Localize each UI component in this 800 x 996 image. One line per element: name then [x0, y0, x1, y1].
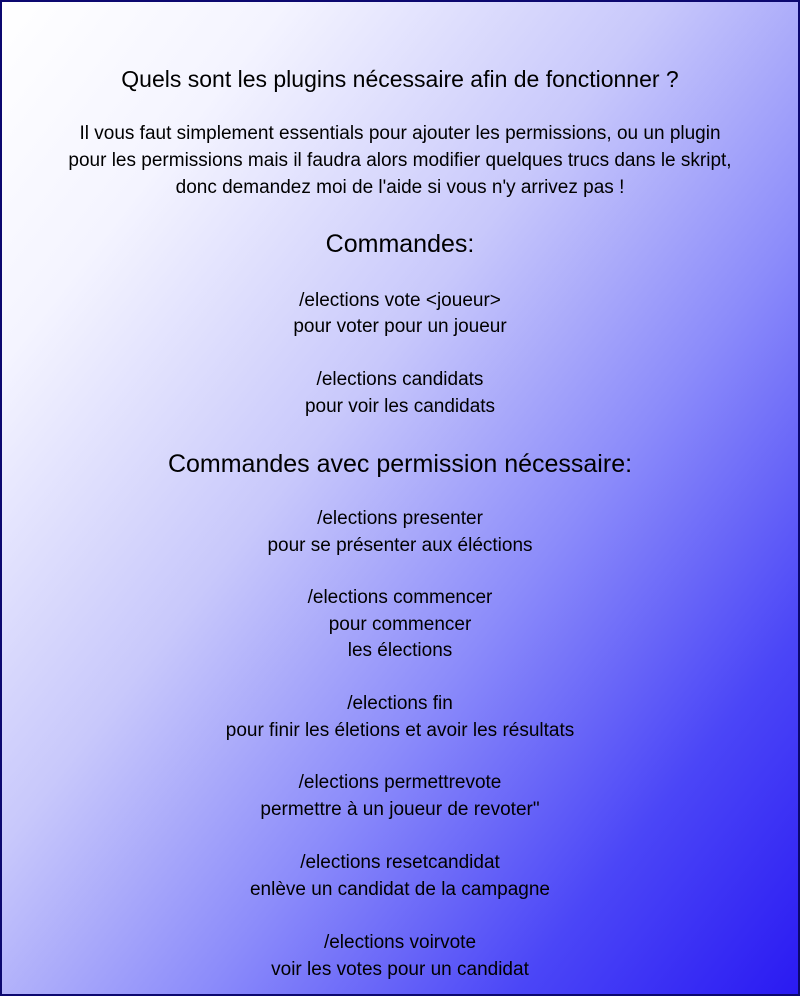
- answer-line: donc demandez moi de l'aide si vous n'y arrivez pas !: [175, 177, 625, 198]
- command-description: les élections: [347, 640, 453, 661]
- command-name: /elections vote <joueur>: [299, 290, 501, 311]
- command-name: /elections fin: [347, 693, 453, 714]
- command-description: pour finir les életions et avoir les résultats: [225, 720, 575, 741]
- command-name: /elections candidats: [316, 369, 484, 390]
- permission-commands-heading: Commandes avec permission nécessaire:: [167, 450, 633, 478]
- command-name: /elections presenter: [317, 508, 483, 529]
- question-heading: Quels sont les plugins nécessaire afin de fonctionner ?: [121, 66, 679, 92]
- command-description: pour voir les candidats: [304, 396, 496, 417]
- command-description: voir les votes pour un candidat: [271, 959, 529, 980]
- commands-heading: Commandes:: [325, 230, 475, 258]
- answer-line: pour les permissions mais il faudra alors modifier quelques trucs dans le skript,: [68, 150, 732, 171]
- answer-line: Il vous faut simplement essentials pour ajouter les permissions, ou un plugin: [79, 123, 721, 144]
- command-description: enlève un candidat de la campagne: [249, 879, 550, 900]
- command-name: /elections permettrevote: [298, 772, 502, 793]
- command-description: pour voter pour un joueur: [293, 316, 507, 337]
- command-description: pour commencer: [328, 614, 472, 635]
- command-description: pour se présenter aux éléctions: [267, 535, 533, 556]
- command-name: /elections commencer: [307, 587, 493, 608]
- command-description: permettre à un joueur de revoter": [260, 799, 540, 820]
- command-name: /elections voirvote: [323, 932, 477, 953]
- command-name: /elections resetcandidat: [300, 852, 500, 873]
